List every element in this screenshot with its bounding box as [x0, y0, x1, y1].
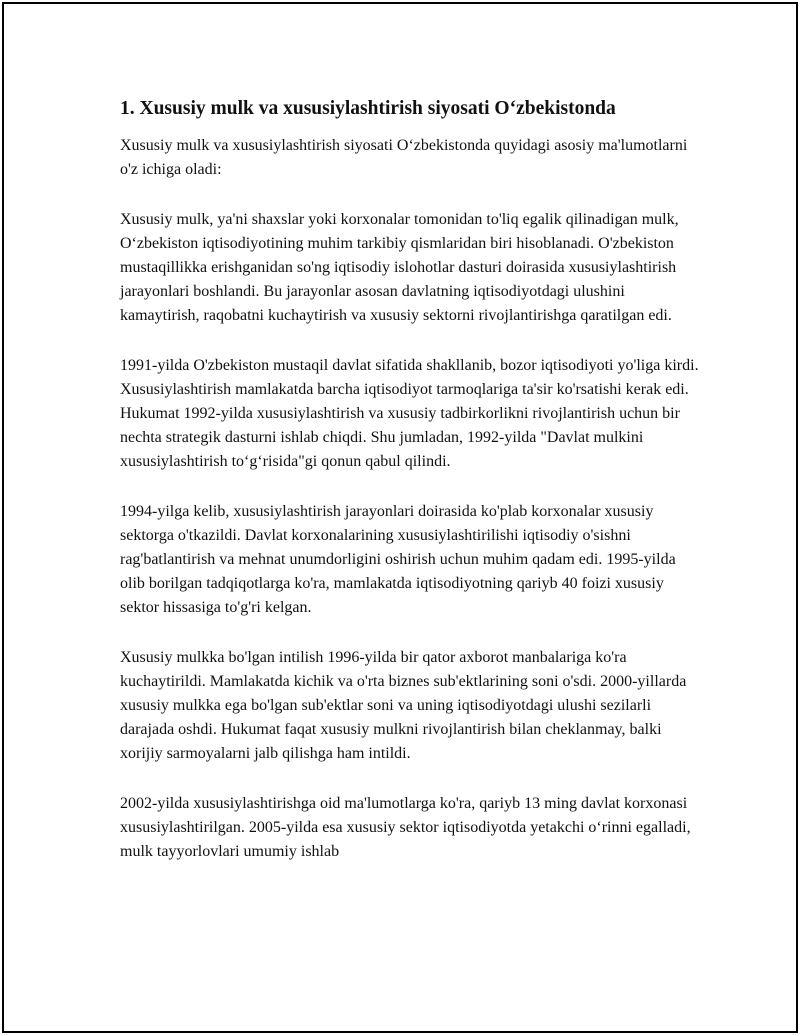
paragraph: 1994-yilga kelib, xususiylashtirish jarayonlari doirasida ko'plab korxonalar xususiy sektorga o'tkazildi. Davlat korxonalarining xususiylashtirilishi iqtisodiy o'sishni rag'batlantirish va mehnat unumdorligini oshirish uchun muhim qadam edi. 1995-yilda olib borilgan tadqiqotlarga ko'ra, mamlakatda iqtisodiyotning qariyb 40 foizi xususiy sektor hissasiga to'g'ri kelgan. — [120, 503, 676, 616]
document-page — [2, 2, 798, 1033]
paragraph: 2002-yilda xususiylashtirishga oid ma'lumotlarga ko'ra, qariyb 13 ming davlat korxonasi xususiylashtirilgan. 2005-yilda esa xususiy sektor iqtisodiyotda yetakchi o‘rinni egalladi, mulk tayyorlovlari umumiy ishlab — [120, 795, 691, 860]
document-title: 1. Xususiy mulk va xususiylashtirish siyosati O‘zbekistonda — [120, 98, 616, 119]
paragraph: Xususiy mulk va xususiylashtirish siyosati O‘zbekistonda quyidagi asosiy ma'lumotlarni o'z ichiga oladi: — [120, 137, 688, 178]
document-content — [120, 96, 700, 890]
paragraph: Xususiy mulk, ya'ni shaxslar yoki korxonalar tomonidan to'liq egalik qilinadigan mulk, O‘zbekiston iqtisodiyotining muhim tarkibiy qismlaridan biri hisoblanadi. O'zbekiston mustaqillikka erishganidan so'ng iqtisodiy islohotlar dasturi doirasida xususiylashtirish jarayonlari boshlandi. Bu jarayonlar asosan davlatning iqtisodiyotdagi ulushini kamaytirish, raqobatni kuchaytirish va xususiy sektorni rivojlantirishga qaratilgan edi. — [120, 211, 679, 324]
paragraph: 1991-yilda O'zbekiston mustaqil davlat sifatida shakllanib, bozor iqtisodiyoti yo'liga kirdi. Xususiylashtirish mamlakatda barcha iqtisodiyot tarmoqlariga ta'sir ko'rsatishi kerak edi. Hukumat 1992-yilda xususiylashtirish va xususiy tadbirkorlikni rivojlantirish uchun bir nechta strategik dasturni ishlab chiqdi. Shu jumladan, 1992-yilda "Davlat mulkini xususiylashtirish to‘g‘risida"gi qonun qabul qilindi. — [120, 357, 699, 470]
paragraph: Xususiy mulkka bo'lgan intilish 1996-yilda bir qator axborot manbalariga ko'ra kuchaytirildi. Mamlakatda kichik va o'rta biznes sub'ektlarining soni o'sdi. 2000-yillarda xususiy mulkka ega bo'lgan sub'ektlar soni va uning iqtisodiyotdagi ulushi sezilarli darajada oshdi. Hukumat faqat xususiy mulkni rivojlantirish bilan cheklanmay, balki xorijiy sarmoyalarni jalb qilishga ham intildi. — [120, 649, 687, 762]
